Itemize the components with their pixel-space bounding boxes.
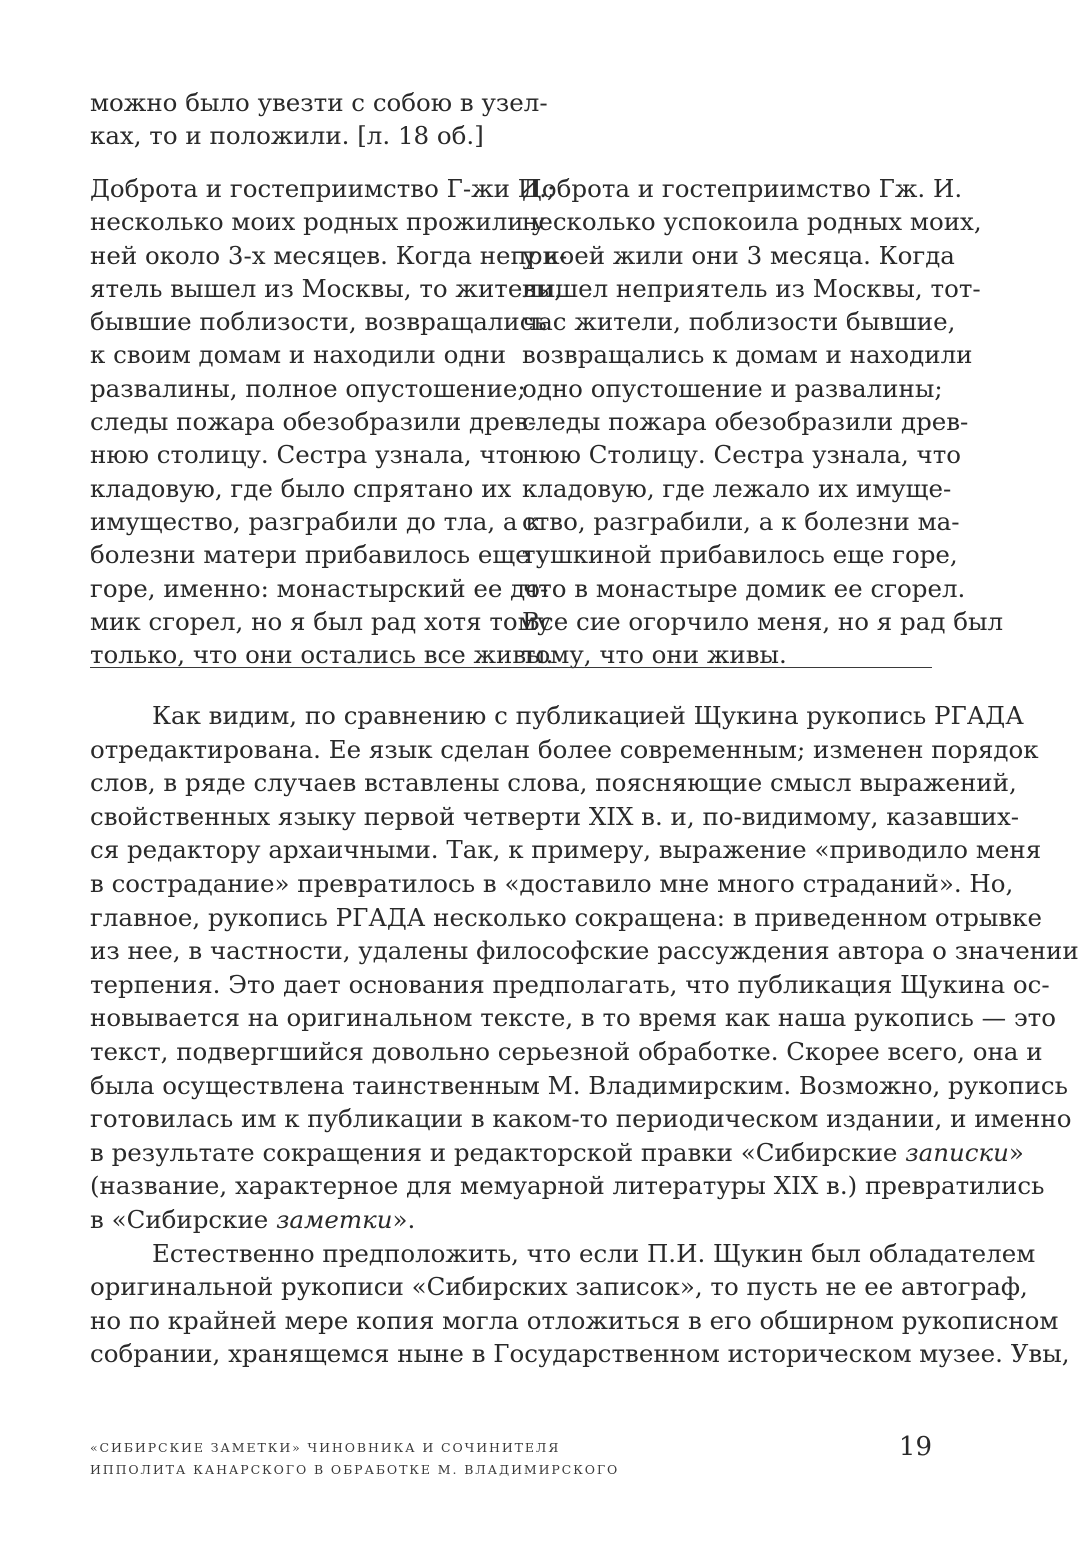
text-line: кладовую, где было спрятано их <box>90 473 512 503</box>
text-line: следы пожара обезобразили древ- <box>90 407 537 437</box>
italic-text: заметки <box>276 1204 393 1234</box>
text-line: развалины, полное опустошение; <box>90 373 526 403</box>
text-line: вышел неприятель из Москвы, тот- <box>522 273 981 303</box>
text-line: у коей жили они 3 месяца. Когда <box>522 240 955 270</box>
text-line: возвращались к домам и находили <box>522 340 973 370</box>
column-divider-rule <box>90 667 932 668</box>
text-line <box>90 1203 932 1237</box>
text-segment: в «Сибирские <box>90 1204 277 1234</box>
running-footer-line-1: «СИБИРСКИЕ ЗАМЕТКИ» ЧИНОВНИКА И СОЧИНИТЕЛЯ <box>90 1440 561 1455</box>
right-column-edited-text <box>522 172 1004 671</box>
text-line: бывшие поблизости, возвращались <box>90 307 547 337</box>
text-line: болезни матери прибавилось еще <box>90 540 530 570</box>
text-line: кладовую, где лежало их имуще- <box>522 473 952 503</box>
text-line: одно опустошение и развалины; <box>522 373 943 403</box>
text-line: готовилась им к публикации в каком-то периодическом издании, и именно <box>90 1104 1072 1134</box>
text-line: свойственных языку первой четверти XIX в. и, по-видимому, казавших- <box>90 801 1020 831</box>
running-footer-line-2: ИППОЛИТА КАНАРСКОГО В ОБРАБОТКЕ М. ВЛАДИМИРСКОГО <box>90 1462 620 1477</box>
text-line: ся редактору архаичными. Так, к примеру, выражение «приводило меня <box>90 835 1042 865</box>
left-column-original-text <box>90 172 568 671</box>
text-line: мик сгорел, но я был рад хотя тому <box>90 606 552 636</box>
text-line: в сострадание» превратилось в «доставило мне много страданий». Но, <box>90 868 1014 898</box>
body-text <box>90 699 1079 1371</box>
text-line: но по крайней мере копия могла отложиться в его обширном рукописном <box>90 1305 1059 1335</box>
text-line: следы пожара обезобразили древ- <box>522 407 969 437</box>
text-line: имущество, разграбили до тла, а к <box>90 506 541 536</box>
text-line: (название, характерное для мемуарной литературы XIX в.) превратились <box>90 1171 1045 1201</box>
text-line: Все сие огорчило меня, но я рад был <box>522 606 1004 636</box>
text-line: слов, в ряде случаев вставлены слова, поясняющие смысл выражений, <box>90 768 1017 798</box>
text-line: из нее, в частности, удалены философские рассуждения автора о значении <box>90 936 1079 966</box>
text-line: нюю Столицу. Сестра узнала, что <box>522 440 962 470</box>
text-line: можно было увезти с собою в узел- <box>90 88 548 117</box>
text-line: ятель вышел из Москвы, то жители, <box>90 273 563 303</box>
text-line: несколько успокоила родных моих, <box>522 207 982 237</box>
text-line: Доброта и гостеприимство Гж. И. <box>522 174 963 203</box>
text-segment: ». <box>392 1204 416 1234</box>
text-line: новывается на оригинальном тексте, в то время как наша рукопись — это <box>90 1003 1056 1033</box>
text-line: Естественно предположить, что если П.И. Щукин был обладателем <box>152 1238 1036 1268</box>
text-line: тушкиной прибавилось еще горе, <box>522 540 958 570</box>
text-line: только, что они остались все живы. <box>90 640 554 670</box>
text-line: ство, разграбили, а к болезни ма- <box>522 506 960 536</box>
text-line: текст, подвергшийся довольно серьезной обработке. Скорее всего, она и <box>90 1036 1043 1066</box>
text-line: ках, то и положили. [л. 18 об.] <box>90 121 484 151</box>
text-line: горе, именно: монастырский ее до- <box>90 573 549 603</box>
text-line <box>90 1136 1024 1170</box>
top-fragment <box>90 86 548 153</box>
text-line: к своим домам и находили одни <box>90 340 507 370</box>
page-number: 19 <box>898 1432 932 1462</box>
text-segment: » <box>1008 1137 1024 1167</box>
text-segment: в результате сокращения и редакторской правки «Сибирские <box>90 1137 906 1167</box>
text-line: что в монастыре домик ее сгорел. <box>522 573 966 603</box>
text-line: отредактирована. Ее язык сделан более современным; изменен порядок <box>90 734 1039 764</box>
text-line: несколько моих родных прожили у <box>90 207 546 237</box>
text-line: Как видим, по сравнению с публикацией Щукина рукопись РГАДА <box>152 701 1024 730</box>
text-line: главное, рукопись РГАДА несколько сокращена: в приведенном отрывке <box>90 902 1042 932</box>
text-line: собрании, хранящемся ныне в Государственном историческом музее. Увы, <box>90 1339 1070 1369</box>
text-line: час жители, поблизости бывшие, <box>522 307 956 337</box>
text-line: тому, что они живы. <box>522 640 787 670</box>
text-line: терпения. Это дает основания предполагать, что публикация Щукина ос- <box>90 969 1050 999</box>
text-line: оригинальной рукописи «Сибирских записок», то пусть не ее автограф, <box>90 1272 1028 1302</box>
text-line: ней около 3-х месяцев. Когда непри- <box>90 240 568 270</box>
running-footer <box>90 1437 619 1481</box>
text-line: была осуществлена таинственным М. Владимирским. Возможно, рукопись <box>90 1070 1068 1100</box>
italic-text: записки <box>905 1137 1009 1167</box>
text-line: нюю столицу. Сестра узнала, что <box>90 440 525 470</box>
text-line: Доброта и гостеприимство Г-жи И.; <box>90 174 556 203</box>
